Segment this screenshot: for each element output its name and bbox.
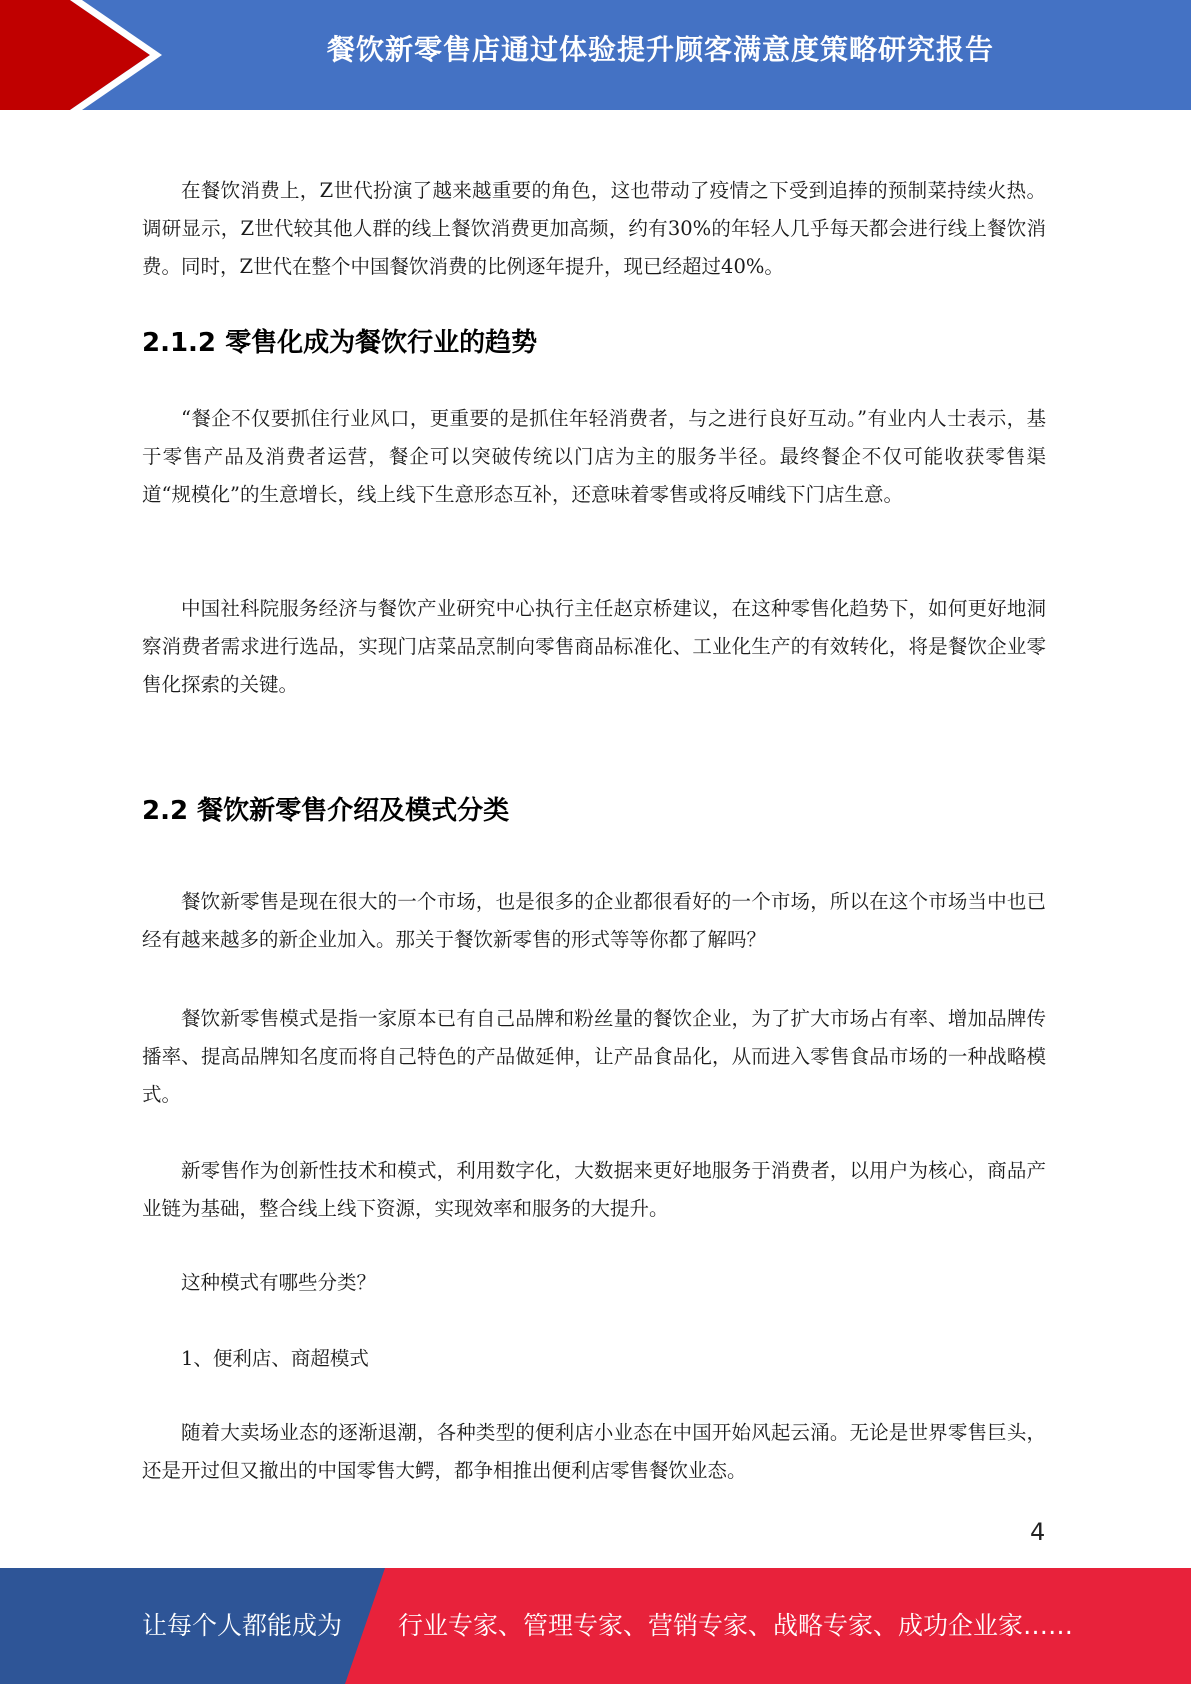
footer-slogan-left: 让每个人都能成为 — [142, 1611, 343, 1640]
paragraph-question: 这种模式有哪些分类？ — [181, 1271, 377, 1294]
section-heading-2-1-2: 2.1.2 零售化成为餐饮行业的趋势 — [142, 328, 538, 358]
list-item-convenience-store: 1、便利店、商超模式 — [181, 1347, 369, 1370]
paragraph-model-definition: 餐饮新零售模式是指一家原本已有自己品牌和粉丝量的餐饮企业，为了扩大市场占有率、增加品牌传播率、提高品牌知名度而将自己特色的产品做延伸，让产品食品化，从而进入零售食品市场的一种战略模式。 — [142, 1007, 1046, 1106]
header-banner — [0, 0, 1191, 110]
paragraph-convenience-trend: 随着大卖场业态的逐渐退潮，各种类型的便利店小业态在中国开始风起云涌。无论是世界零售巨头，还是开过但又撤出的中国零售大鳄，都争相推出便利店零售餐饮业态。 — [142, 1421, 1046, 1482]
page-number: 4 — [1030, 1518, 1046, 1546]
report-title: 餐饮新零售店通过体验提升顾客满意度策略研究报告 — [326, 33, 994, 66]
paragraph-industry-quote: “餐企不仅要抓住行业风口，更重要的是抓住年轻消费者，与之进行良好互动。”有业内人士表示，基于零售产品及消费者运营，餐企可以突破传统以门店为主的服务半径。最终餐企不仅可能收获零售渠道“规模化”的生意增长，线上线下生意形态互补，还意味着零售或将反哺线下门店生意。 — [142, 407, 1046, 506]
paragraph-market-intro: 餐饮新零售是现在很大的一个市场，也是很多的企业都很看好的一个市场，所以在这个市场当中也已经有越来越多的新企业加入。那关于餐饮新零售的形式等等你都了解吗？ — [142, 890, 1046, 951]
footer-slogan-right: 行业专家、管理专家、营销专家、战略专家、成功企业家…… — [398, 1611, 1074, 1640]
paragraph-expert-advice: 中国社科院服务经济与餐饮产业研究中心执行主任赵京桥建议，在这种零售化趋势下，如何更好地洞察消费者需求进行选品，实现门店菜品烹制向零售商品标准化、工业化生产的有效转化，将是餐饮企业零售化探索的关键。 — [142, 597, 1046, 696]
footer-banner — [0, 1568, 1191, 1684]
paragraph-gen-z: 在餐饮消费上，Z世代扮演了越来越重要的角色，这也带动了疫情之下受到追捧的预制菜持续火热。调研显示，Z世代较其他人群的线上餐饮消费更加高频，约有30%的年轻人几乎每天都会进行线上餐饮消费。同时，Z世代在整个中国餐饮消费的比例逐年提升，现已经超过40%。 — [142, 179, 1046, 278]
paragraph-new-retail: 新零售作为创新性技术和模式，利用数字化，大数据来更好地服务于消费者，以用户为核心，商品产业链为基础，整合线上线下资源，实现效率和服务的大提升。 — [142, 1159, 1046, 1220]
section-heading-2-2: 2.2 餐饮新零售介绍及模式分类 — [142, 796, 510, 826]
